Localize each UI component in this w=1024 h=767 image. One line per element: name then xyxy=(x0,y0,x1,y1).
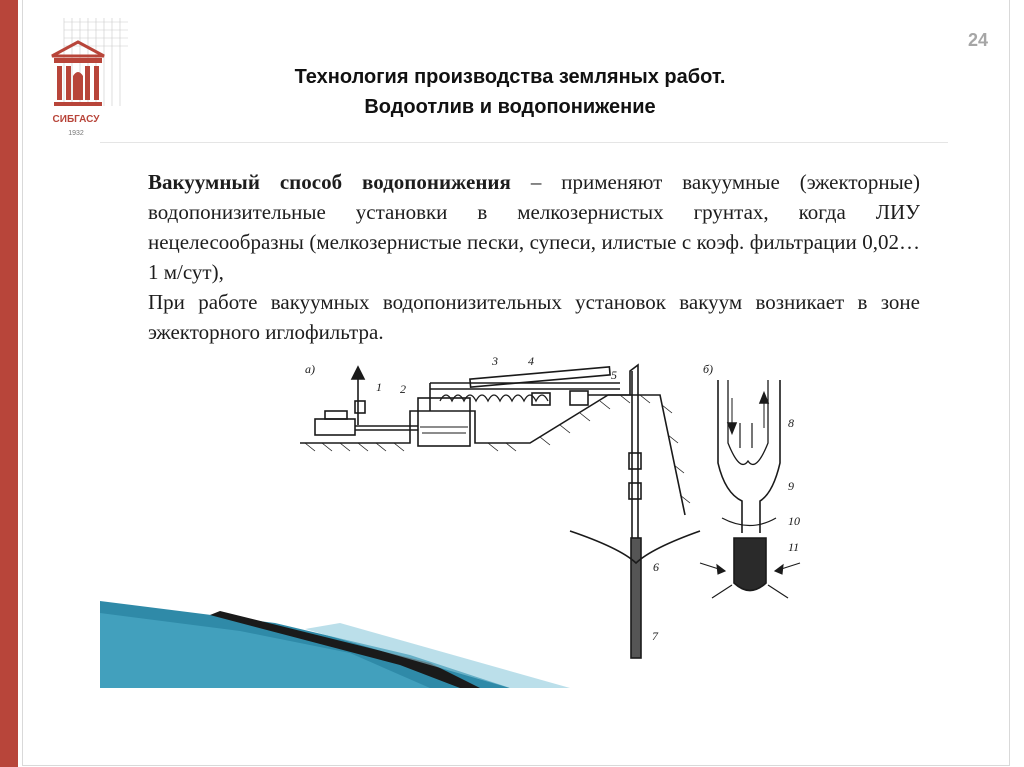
page-number: 24 xyxy=(968,30,989,50)
title-line-2: Водоотлив и водопонижение xyxy=(364,96,656,118)
content-image-panel xyxy=(100,142,948,688)
left-accent-bar xyxy=(0,0,18,767)
callout-4: 4 xyxy=(528,354,534,368)
callout-1: 1 xyxy=(376,380,382,394)
label-b: б) xyxy=(703,362,714,376)
callout-2: 2 xyxy=(400,382,406,396)
term-vacuum-method: Вакуумный способ водопонижения xyxy=(148,170,511,194)
logo-subtext: 1932 xyxy=(68,130,84,137)
logo-emblem-icon xyxy=(48,18,128,148)
callout-11: 11 xyxy=(788,540,800,554)
callout-6: 6 xyxy=(653,560,659,574)
callout-9: 9 xyxy=(788,479,794,493)
callout-3: 3 xyxy=(492,354,498,368)
label-a: а) xyxy=(305,362,315,376)
university-logo xyxy=(48,18,128,148)
decorative-ribbon xyxy=(100,143,948,688)
callout-7: 7 xyxy=(652,629,658,643)
definition-text: – применяют вакуумные (эжекторные) водопонизительные установки в мелкозернистых грунтах, когда ЛИУ нецелесообразны (мелкозернистые пески, супеси, илистые с коэф. фильтрации 0,02…1 м/сут), xyxy=(148,170,920,284)
slide-title xyxy=(190,62,830,122)
logo-text: СИБГАСУ xyxy=(52,114,100,125)
callout-10: 10 xyxy=(788,514,800,528)
callout-8: 8 xyxy=(788,416,794,430)
title-line-1: Технология производства земляных работ. xyxy=(294,66,726,88)
callout-5: 5 xyxy=(611,368,617,382)
paragraph-vacuum: При работе вакуумных водопонизительных установок вакуум возникает в зоне эжекторного иглофильтра. xyxy=(148,290,920,344)
